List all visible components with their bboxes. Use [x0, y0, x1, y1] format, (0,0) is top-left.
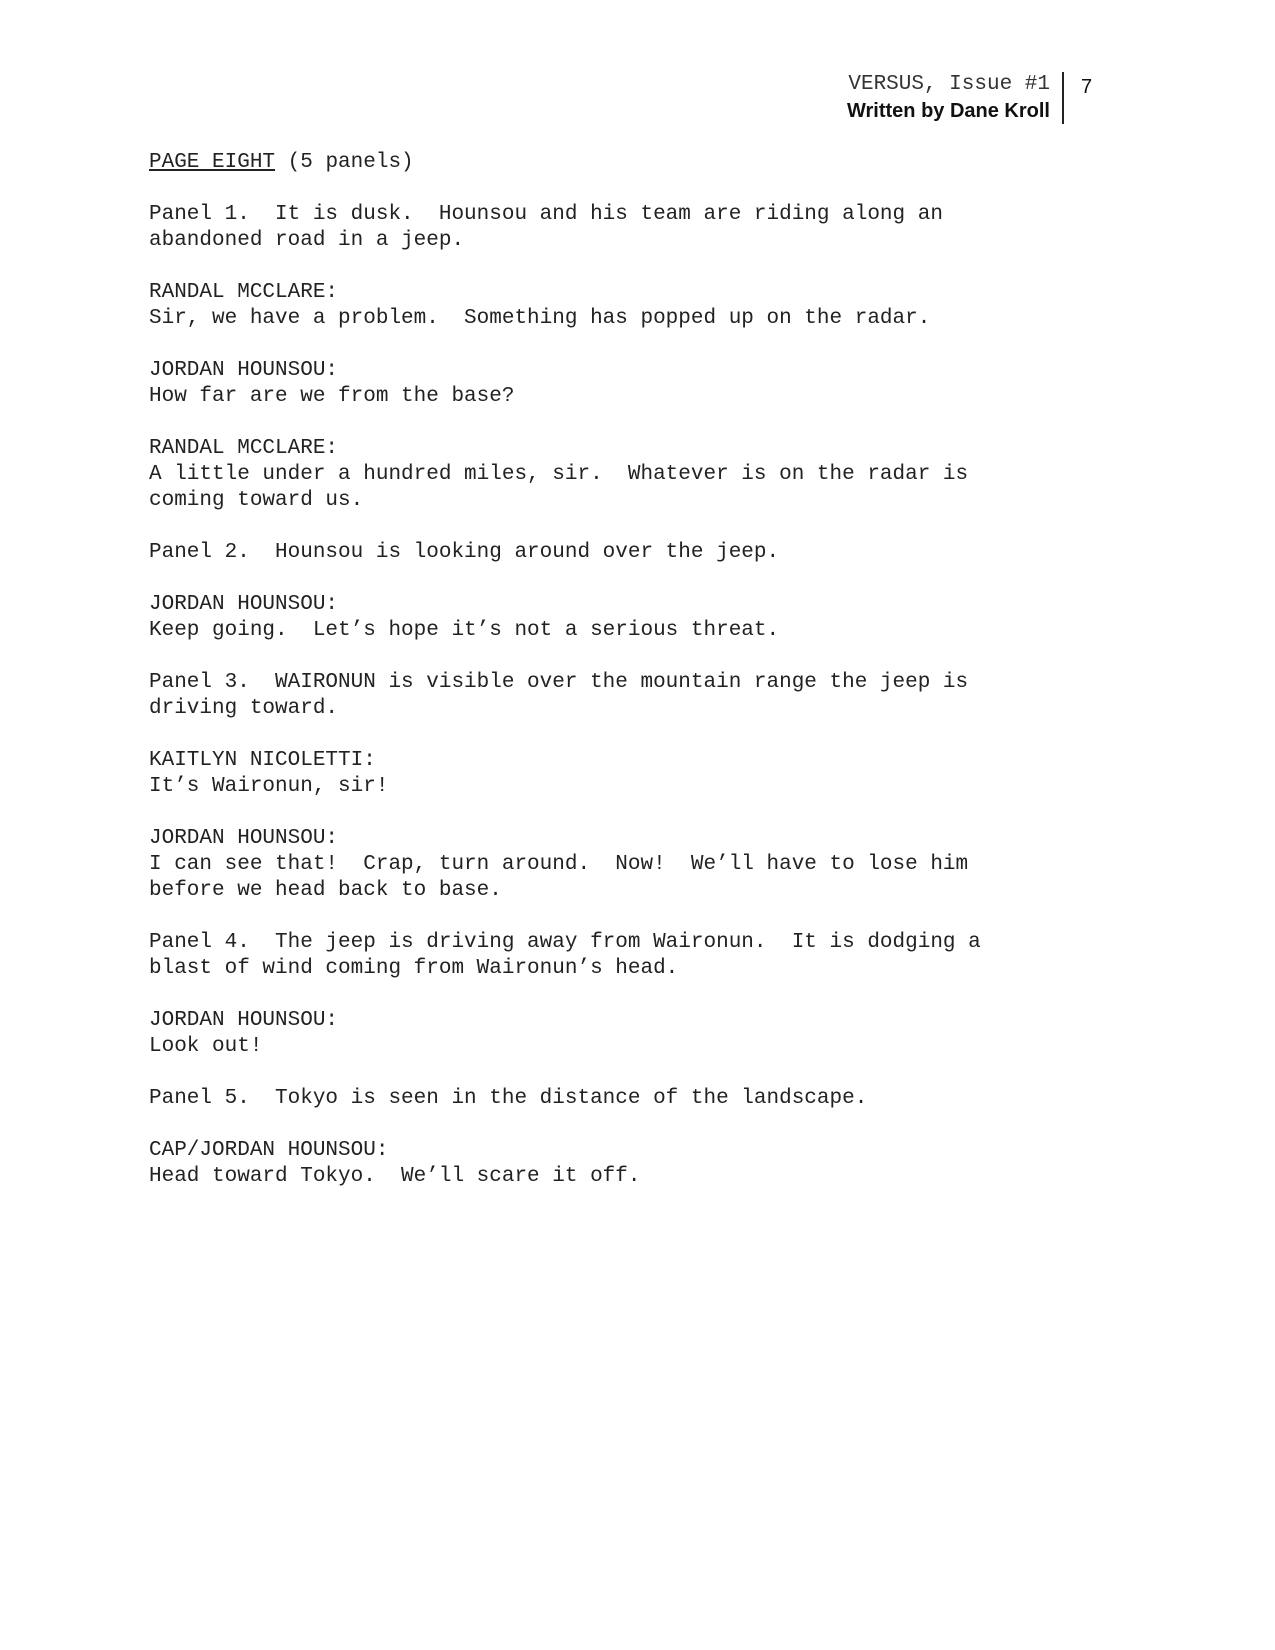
dialogue-block [149, 436, 1109, 514]
page-heading [149, 150, 1109, 176]
action-block [149, 202, 1109, 254]
page-number: 7 [1081, 76, 1093, 98]
character-name: CAP/JORDAN HOUNSOU: [149, 1139, 389, 1162]
character-name: RANDAL MCCLARE: [149, 437, 339, 460]
action-block [149, 540, 1109, 566]
dialogue-block [149, 1008, 1109, 1060]
action-line: blast of wind coming from Waironun’s head. [149, 957, 679, 980]
dialogue-block [149, 826, 1109, 904]
character-name: JORDAN HOUNSOU: [149, 359, 339, 382]
action-line: Panel 1. It is dusk. Hounsou and his team are riding along an [149, 203, 943, 226]
dialogue-line: A little under a hundred miles, sir. Whatever is on the radar is [149, 463, 969, 486]
dialogue-line: How far are we from the base? [149, 385, 515, 408]
character-name: JORDAN HOUNSOU: [149, 593, 339, 616]
dialogue-block [149, 748, 1109, 800]
page-heading-panel-count: (5 panels) [275, 151, 414, 174]
action-line: Panel 2. Hounsou is looking around over the jeep. [149, 541, 780, 564]
action-block [149, 670, 1109, 722]
character-name: KAITLYN NICOLETTI: [149, 749, 376, 772]
dialogue-line: Head toward Tokyo. We’ll scare it off. [149, 1165, 641, 1188]
header-series-title: VERSUS, Issue #1 [848, 73, 1050, 96]
dialogue-line: It’s Waironun, sir! [149, 775, 389, 798]
dialogue-line: coming toward us. [149, 489, 364, 512]
action-line: Panel 5. Tokyo is seen in the distance of the landscape. [149, 1087, 868, 1110]
running-header [847, 72, 1064, 124]
dialogue-line: Sir, we have a problem. Something has popped up on the radar. [149, 307, 931, 330]
action-line: abandoned road in a jeep. [149, 229, 465, 252]
dialogue-line: before we head back to base. [149, 879, 502, 902]
action-line: Panel 3. WAIRONUN is visible over the mountain range the jeep is [149, 671, 969, 694]
script-blocks [149, 202, 1109, 1190]
action-block [149, 1086, 1109, 1112]
action-line: driving toward. [149, 697, 339, 720]
character-name: JORDAN HOUNSOU: [149, 827, 339, 850]
dialogue-block [149, 592, 1109, 644]
action-line: Panel 4. The jeep is driving away from Waironun. It is dodging a [149, 931, 981, 954]
dialogue-line: I can see that! Crap, turn around. Now! We’ll have to lose him [149, 853, 969, 876]
character-name: JORDAN HOUNSOU: [149, 1009, 339, 1032]
dialogue-line: Keep going. Let’s hope it’s not a serious threat. [149, 619, 780, 642]
character-name: RANDAL MCCLARE: [149, 281, 339, 304]
dialogue-block [149, 1138, 1109, 1190]
dialogue-block [149, 280, 1109, 332]
dialogue-block [149, 358, 1109, 410]
action-block [149, 930, 1109, 982]
page-heading-label: PAGE EIGHT [149, 151, 276, 174]
dialogue-line: Look out! [149, 1035, 263, 1058]
script-body [149, 150, 1109, 1216]
header-author: Written by Dane Kroll [847, 100, 1050, 122]
